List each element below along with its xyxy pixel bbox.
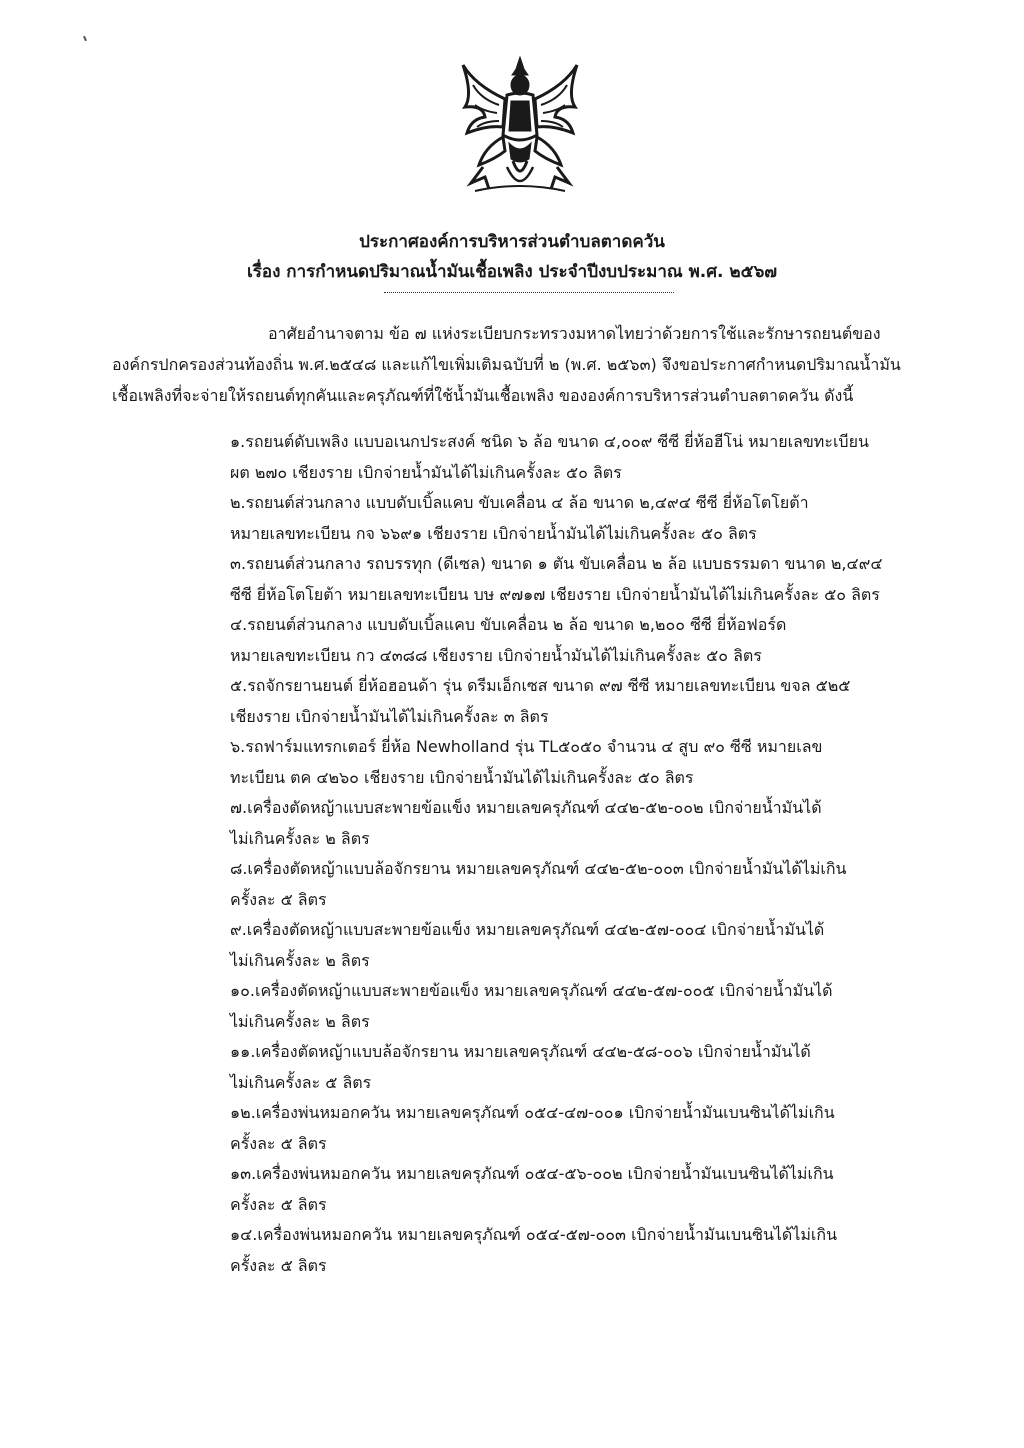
title-divider bbox=[384, 292, 674, 293]
item-line: ๑๒.เครื่องพ่นหมอกควัน หมายเลขครุภัณฑ์ ๐๕๔-๔๗-๐๐๑ เบิกจ่ายน้ำมันเบนซินได้ไม่เกิน bbox=[230, 1103, 835, 1122]
item-line: ครั้งละ ๕ ลิตร bbox=[230, 1255, 327, 1275]
item-line: ๑๑.เครื่องตัดหญ้าแบบล้อจักรยาน หมายเลขครุภัณฑ์ ๔๔๒-๕๘-๐๐๖ เบิกจ่ายน้ำมันได้ bbox=[230, 1042, 811, 1061]
item-line: ไม่เกินครั้งละ ๒ ลิตร bbox=[230, 828, 370, 848]
item-line: ซีซี ยี่ห้อโตโยต้า หมายเลขทะเบียน บษ ๙๗๑๗ เชียงราย เบิกจ่ายน้ำมันได้ไม่เกินครั้งละ ๕๐ ลิตร bbox=[230, 584, 880, 604]
item-line: ๒.รถยนต์ส่วนกลาง แบบดับเบิ้ลแคบ ขับเคลื่อน ๔ ล้อ ขนาด ๒,๔๙๔ ซีซี ยี่ห้อโตโยต้า bbox=[230, 493, 809, 512]
announcement-title: ประกาศองค์การบริหารส่วนตำบลตาดควัน bbox=[359, 232, 665, 252]
item-line: ๑.รถยนต์ดับเพลิง แบบอเนกประสงค์ ชนิด ๖ ล้อ ขนาด ๔,๐๐๙ ซีซี ยี่ห้อฮีโน่ หมายเลขทะเบียน bbox=[230, 432, 869, 451]
garuda-emblem-icon bbox=[455, 55, 585, 205]
item-line: ไม่เกินครั้งละ ๒ ลิตร bbox=[230, 950, 370, 970]
item-line: ๑๔.เครื่องพ่นหมอกควัน หมายเลขครุภัณฑ์ ๐๕๔-๕๗-๐๐๓ เบิกจ่ายน้ำมันเบนซินได้ไม่เกิน bbox=[230, 1225, 838, 1244]
item-list bbox=[230, 427, 990, 1281]
list-item bbox=[230, 1159, 990, 1220]
item-line: ไม่เกินครั้งละ ๒ ลิตร bbox=[230, 1011, 370, 1031]
item-line: เชียงราย เบิกจ่ายน้ำมันได้ไม่เกินครั้งละ ๓ ลิตร bbox=[230, 706, 549, 726]
list-item bbox=[230, 549, 990, 610]
list-item bbox=[230, 793, 990, 854]
item-line: ครั้งละ ๕ ลิตร bbox=[230, 1133, 327, 1153]
item-line: ๔.รถยนต์ส่วนกลาง แบบดับเบิ้ลแคบ ขับเคลื่อน ๒ ล้อ ขนาด ๒,๒๐๐ ซีซี ยี่ห้อฟอร์ด bbox=[230, 615, 787, 634]
list-item bbox=[230, 976, 990, 1037]
item-line: ๖.รถฟาร์มแทรกเตอร์ ยี่ห้อ Newholland รุ่น TL๕๐๕๐ จำนวน ๔ สูบ ๙๐ ซีซี หมายเลข bbox=[230, 737, 823, 756]
item-line: หมายเลขทะเบียน กว ๔๓๘๘ เชียงราย เบิกจ่ายน้ำมันได้ไม่เกินครั้งละ ๕๐ ลิตร bbox=[230, 645, 762, 665]
list-item bbox=[230, 732, 990, 793]
item-line: ไม่เกินครั้งละ ๕ ลิตร bbox=[230, 1072, 372, 1092]
list-item bbox=[230, 1220, 990, 1281]
item-line: ๓.รถยนต์ส่วนกลาง รถบรรทุก (ดีเซล) ขนาด ๑ ตัน ขับเคลื่อน ๒ ล้อ แบบธรรมดา ขนาด ๒,๔๙๔ bbox=[230, 554, 883, 573]
list-item bbox=[230, 427, 990, 488]
item-line: ครั้งละ ๕ ลิตร bbox=[230, 1194, 327, 1214]
scan-mark bbox=[83, 36, 87, 41]
list-item bbox=[230, 915, 990, 976]
item-line: ๑๓.เครื่องพ่นหมอกควัน หมายเลขครุภัณฑ์ ๐๕๔-๕๖-๐๐๒ เบิกจ่ายน้ำมันเบนซินได้ไม่เกิน bbox=[230, 1164, 834, 1183]
item-line: ๕.รถจักรยานยนต์ ยี่ห้อฮอนด้า รุ่น ดรีมเอ็กเซส ขนาด ๙๗ ซีซี หมายเลขทะเบียน ขจล ๕๒๕ bbox=[230, 676, 851, 695]
list-item bbox=[230, 1037, 990, 1098]
item-line: ๙.เครื่องตัดหญ้าแบบสะพายข้อแข็ง หมายเลขครุภัณฑ์ ๔๔๒-๕๗-๐๐๔ เบิกจ่ายน้ำมันได้ bbox=[230, 920, 825, 939]
intro-text-2: องค์กรปกครองส่วนท้องถิ่น พ.ศ.๒๕๔๘ และแก้ไขเพิ่มเติมฉบับที่ ๒ (พ.ศ. ๒๕๖๓) จึงขอประกาศกำหนดปริมาณน้ำมัน bbox=[112, 355, 901, 374]
list-item bbox=[230, 1098, 990, 1159]
list-item bbox=[230, 854, 990, 915]
item-line: ๑๐.เครื่องตัดหญ้าแบบสะพายข้อแข็ง หมายเลขครุภัณฑ์ ๔๔๒-๕๗-๐๐๕ เบิกจ่ายน้ำมันได้ bbox=[230, 981, 833, 1000]
item-line: ผต ๒๗๐ เชียงราย เบิกจ่ายน้ำมันได้ไม่เกินครั้งละ ๕๐ ลิตร bbox=[230, 462, 622, 482]
list-item bbox=[230, 610, 990, 671]
list-item bbox=[230, 671, 990, 732]
announcement-subject: เรื่อง การกำหนดปริมาณน้ำมันเชื้อเพลิง ประจำปีงบประมาณ พ.ศ. ๒๕๖๗ bbox=[246, 262, 778, 282]
intro-text-3: เชื้อเพลิงที่จะจ่ายให้รถยนต์ทุกคันและครุภัณฑ์ที่ใช้น้ำมันเชื้อเพลิง ขององค์การบริหารส่วนตำบลตาดควัน ดังนี้ bbox=[112, 386, 854, 405]
intro-text-1: อาศัยอำนาจตาม ข้อ ๗ แห่งระเบียบกระทรวงมหาดไทยว่าด้วยการใช้และรักษารถยนต์ของ bbox=[268, 324, 881, 343]
list-item bbox=[230, 488, 990, 549]
item-line: ๗.เครื่องตัดหญ้าแบบสะพายข้อแข็ง หมายเลขครุภัณฑ์ ๔๔๒-๕๒-๐๐๒ เบิกจ่ายน้ำมันได้ bbox=[230, 798, 822, 817]
item-line: ๘.เครื่องตัดหญ้าแบบล้อจักรยาน หมายเลขครุภัณฑ์ ๔๔๒-๕๒-๐๐๓ เบิกจ่ายน้ำมันได้ไม่เกิน bbox=[230, 859, 847, 878]
item-line: ทะเบียน ตค ๔๒๖๐ เชียงราย เบิกจ่ายน้ำมันได้ไม่เกินครั้งละ ๕๐ ลิตร bbox=[230, 767, 694, 787]
item-line: หมายเลขทะเบียน กจ ๖๖๙๑ เชียงราย เบิกจ่ายน้ำมันได้ไม่เกินครั้งละ ๕๐ ลิตร bbox=[230, 523, 757, 543]
intro-line-1 bbox=[112, 318, 912, 349]
item-line: ครั้งละ ๕ ลิตร bbox=[230, 889, 327, 909]
